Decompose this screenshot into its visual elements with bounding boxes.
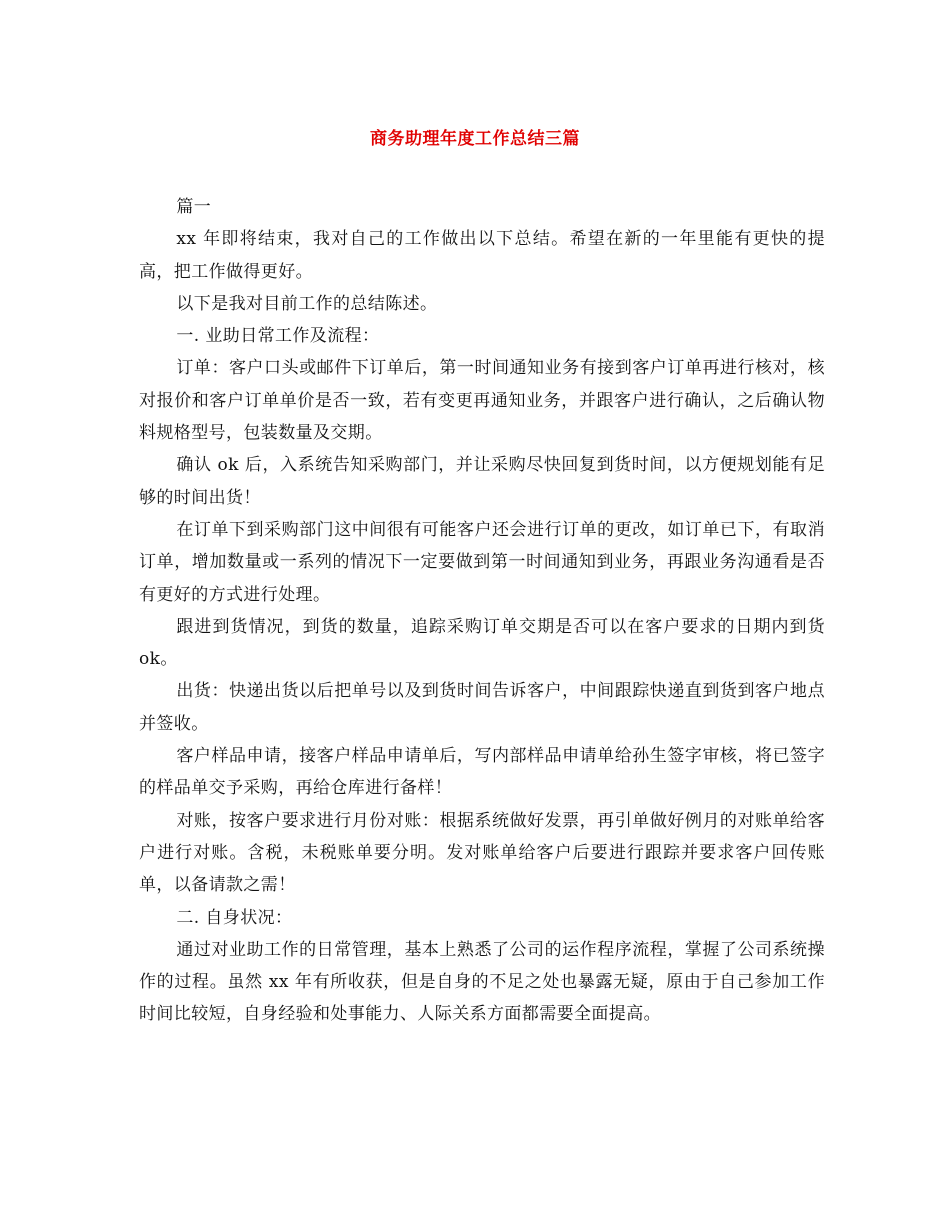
paragraph-subheading: 一. 业助日常工作及流程： xyxy=(176,326,380,347)
document-title: 商务助理年度工作总结三篇 xyxy=(370,129,580,149)
paragraph: 跟进到货情况，到货的数量，追踪采购订单交期是否可以在客户要求的日期内到货 ok。 xyxy=(139,616,825,670)
document-body xyxy=(139,191,825,1031)
paragraph: xx 年即将结束，我对自己的工作做出以下总结。希望在新的一年里能有更快的提高，把工作做得更好。 xyxy=(139,229,825,282)
paragraph: 出货：快递出货以后把单号以及到货时间告诉客户，中间跟踪快递直到货到客户地点并签收。 xyxy=(139,681,825,734)
paragraph-subheading: 二. 自身状况： xyxy=(176,907,293,928)
paragraph: 对账，按客户要求进行月份对账：根据系统做好发票，再引单做好例月的对账单给客户进行对账。含税，未税账单要分明。发对账单给客户后要进行跟踪并要求客户回传账单，以备请款之需！ xyxy=(139,810,825,896)
paragraph: 在订单下到采购部门这中间很有可能客户还会进行订单的更改，如订单已下，有取消订单，增加数量或一系列的情况下一定要做到第一时间通知到业务，再跟业务沟通看是否有更好的方式进行处理。 xyxy=(139,519,825,605)
paragraph: 以下是我对目前工作的总结陈述。 xyxy=(176,293,438,314)
paragraph: 订单：客户口头或邮件下订单后，第一时间通知业务有接到客户订单再进行核对，核对报价和客户订单单价是否一致，若有变更再通知业务，并跟客户进行确认，之后确认物料规格型号，包装数量及交期。 xyxy=(139,358,825,444)
paragraph: 通过对业助工作的日常管理，基本上熟悉了公司的运作程序流程，掌握了公司系统操作的过程。虽然 xx 年有所收获，但是自身的不足之处也暴露无疑，原由于自己参加工作时间比较短，自身经验和处事能力、人际关系方面都需要全面提高。 xyxy=(139,939,825,1025)
paragraph-section-heading: 篇一 xyxy=(176,197,212,217)
paragraph: 客户样品申请，接客户样品申请单后，写内部样品申请单给孙生签字审核，将已签字的样品单交予采购，再给仓库进行备样！ xyxy=(139,746,825,799)
paragraph: 确认 ok 后，入系统告知采购部门，并让采购尽快回复到货时间，以方便规划能有足够的时间出货！ xyxy=(139,455,825,508)
